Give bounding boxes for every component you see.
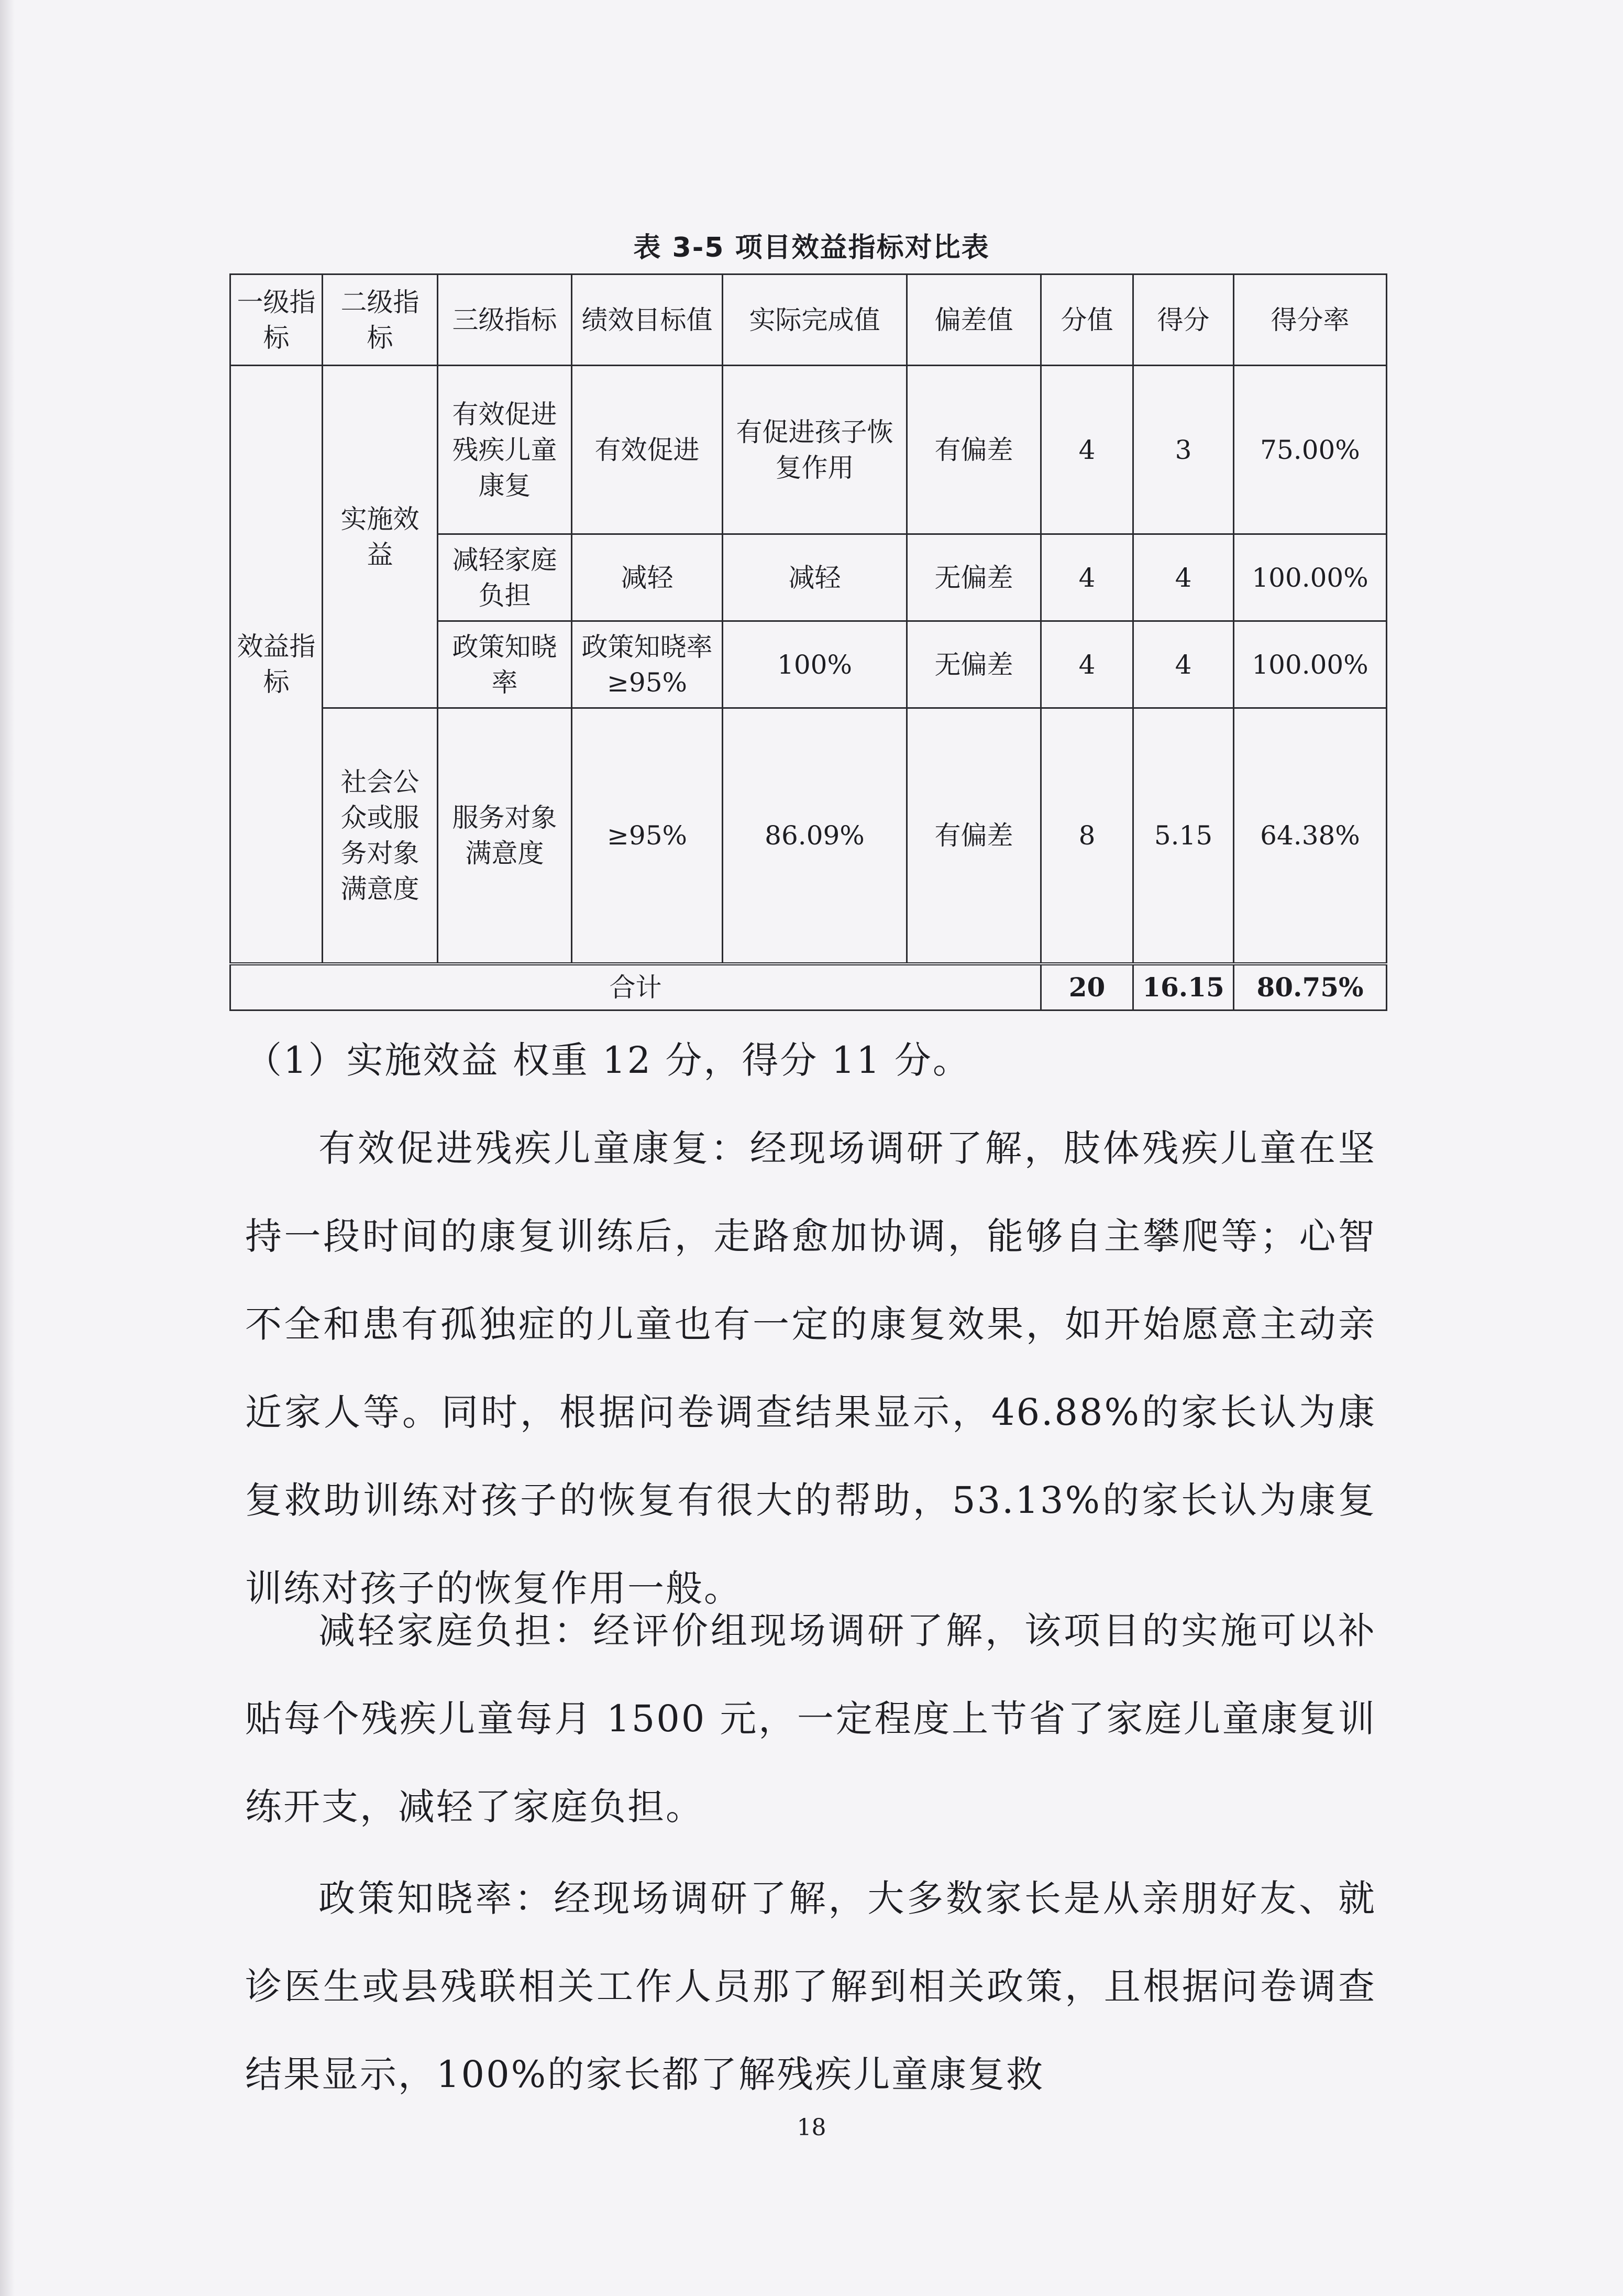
page-number: 18 (797, 2114, 826, 2141)
benefit-indicator-table (229, 273, 1387, 1011)
deviation-cell: 无偏差 (907, 621, 1041, 708)
rate-cell: 75.00% (1234, 366, 1387, 534)
points-cell: 8 (1041, 708, 1133, 964)
paragraph-policy-awareness: 政策知晓率：经现场调研了解，大多数家长是从亲朋好友、就诊医生或县残联相关工作人员那了解到相关政策，且根据问卷调查结果显示，100%的家长都了解残疾儿童康复救 (245, 1877, 1376, 2096)
score-cell: 5.15 (1133, 708, 1234, 964)
actual-cell: 100% (723, 621, 907, 708)
table-total-row (230, 964, 1387, 1010)
level3-cell: 有效促进残疾儿童康复 (438, 366, 572, 534)
total-label-cell: 合计 (230, 964, 1041, 1010)
header-target: 绩效目标值 (572, 274, 723, 366)
scan-page-edge (0, 0, 15, 2296)
deviation-cell: 有偏差 (907, 366, 1041, 534)
target-cell: 减轻 (572, 534, 723, 621)
target-cell: 有效促进 (572, 366, 723, 534)
points-cell: 4 (1041, 366, 1133, 534)
total-rate-cell: 80.75% (1234, 964, 1387, 1010)
table-caption: 表 3-5 项目效益指标对比表 (633, 232, 990, 263)
deviation-cell: 无偏差 (907, 534, 1041, 621)
score-cell: 4 (1133, 534, 1234, 621)
points-cell: 4 (1041, 621, 1133, 708)
header-actual: 实际完成值 (723, 274, 907, 366)
paragraph-rehabilitation: 有效促进残疾儿童康复：经现场调研了解，肢体残疾儿童在坚持一段时间的康复训练后，走路愈加协调，能够自主攀爬等；心智不全和患有孤独症的儿童也有一定的康复效果，如开始愿意主动亲近家人等。同时，根据问卷调查结果显示，46.88%的家长认为康复救助训练对孩子的恢复有很大的帮助，53.13%的家长认为康复训练对孩子的恢复作用一般。 (245, 1127, 1376, 1610)
paragraph-family-burden: 减轻家庭负担：经评价组现场调研了解，该项目的实施可以补贴每个残疾儿童每月 1500 元，一定程度上节省了家庭儿童康复训练开支，减轻了家庭负担。 (245, 1609, 1376, 1828)
level3-cell: 政策知晓率 (438, 621, 572, 708)
header-rate: 得分率 (1234, 274, 1387, 366)
header-points: 分值 (1041, 274, 1133, 366)
target-cell: ≥95% (572, 708, 723, 964)
level3-cell: 减轻家庭负担 (438, 534, 572, 621)
rate-cell: 64.38% (1234, 708, 1387, 964)
header-level2: 二级指标 (323, 274, 438, 366)
table-header-row (230, 274, 1387, 366)
points-cell: 4 (1041, 534, 1133, 621)
header-level3: 三级指标 (438, 274, 572, 366)
group-satisfaction-cell: 社会公众或服务对象满意度 (323, 708, 438, 964)
rate-cell: 100.00% (1234, 534, 1387, 621)
deviation-cell: 有偏差 (907, 708, 1041, 964)
level1-cell: 效益指标 (230, 366, 323, 964)
actual-cell: 86.09% (723, 708, 907, 964)
header-deviation: 偏差值 (907, 274, 1041, 366)
total-points-cell: 20 (1041, 964, 1133, 1010)
actual-cell: 有促进孩子恢复作用 (723, 366, 907, 534)
actual-cell: 减轻 (723, 534, 907, 621)
header-level1: 一级指标 (230, 274, 323, 366)
header-score: 得分 (1133, 274, 1234, 366)
section-heading-implementation: （1）实施效益 权重 12 分，得分 11 分。 (245, 1039, 971, 1082)
score-cell: 4 (1133, 621, 1234, 708)
score-cell: 3 (1133, 366, 1234, 534)
table-row (230, 366, 1387, 534)
table-row (230, 708, 1387, 964)
level3-cell: 服务对象满意度 (438, 708, 572, 964)
target-cell: 政策知晓率≥95% (572, 621, 723, 708)
rate-cell: 100.00% (1234, 621, 1387, 708)
total-score-cell: 16.15 (1133, 964, 1234, 1010)
group-implementation-cell: 实施效益 (323, 366, 438, 708)
